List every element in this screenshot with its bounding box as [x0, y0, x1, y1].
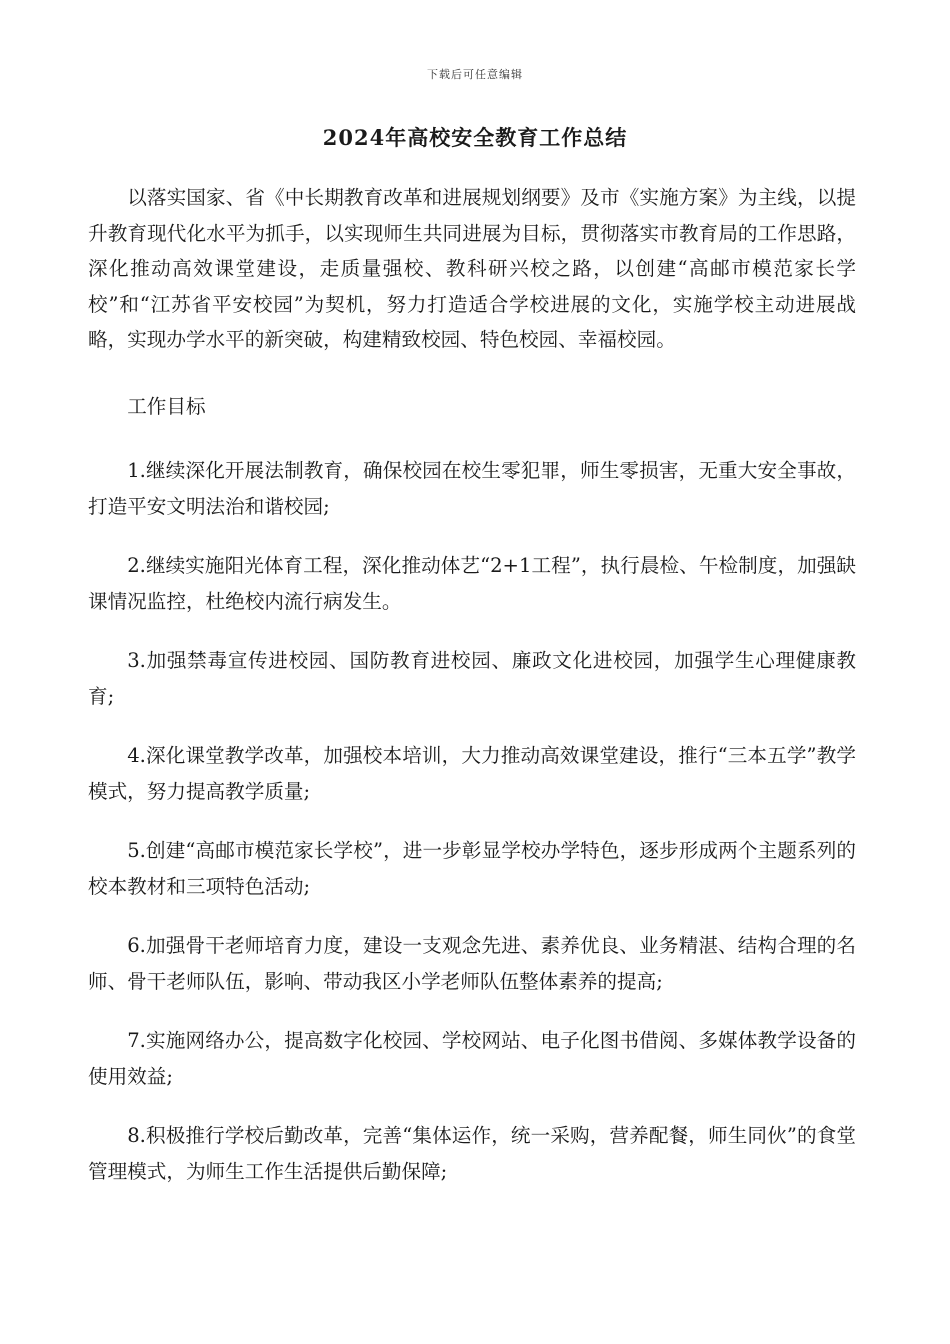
document-title: 2024年高校安全教育工作总结: [322, 125, 628, 150]
goals-heading: 工作目标: [127, 394, 206, 418]
goal-item-1: 1.继续深化开展法制教育，确保校园在校生零犯罪，师生零损害，无重大安全事故，打造平安文明法治和谐校园;: [88, 459, 856, 518]
document-body: [88, 180, 856, 1213]
goal-item-2: 2.继续实施阳光体育工程，深化推动体艺“2+1工程”，执行晨检、午检制度，加强缺课情况监控，杜绝校内流行病发生。: [88, 554, 856, 613]
goal-item-7: 7.实施网络办公，提高数字化校园、学校网站、电子化图书借阅、多媒体教学设备的使用效益;: [88, 1029, 856, 1088]
goal-item-3: 3.加强禁毒宣传进校园、国防教育进校园、廉政文化进校园，加强学生心理健康教育;: [88, 649, 856, 708]
goal-item-4: 4.深化课堂教学改革，加强校本培训，大力推动高效课堂建设，推行“三本五学”教学模式，努力提高教学质量;: [88, 744, 856, 803]
goal-item-6: 6.加强骨干老师培育力度，建设一支观念先进、素养优良、业务精湛、结构合理的名师、骨干老师队伍，影响、带动我区小学老师队伍整体素养的提高;: [88, 934, 856, 993]
header-note: 下载后可任意编辑: [427, 68, 523, 81]
goal-item-5: 5.创建“高邮市模范家长学校”，进一步彰显学校办学特色，逐步形成两个主题系列的校本教材和三项特色活动;: [88, 839, 856, 898]
goal-item-8: 8.积极推行学校后勤改革，完善“集体运作，统一采购，营养配餐，师生同伙”的食堂管理模式，为师生工作生活提供后勤保障;: [88, 1124, 856, 1183]
intro-paragraph: 以落实国家、省《中长期教育改革和进展规划纲要》及市《实施方案》为主线，以提升教育现代化水平为抓手，以实现师生共同进展为目标，贯彻落实市教育局的工作思路，深化推动高效课堂建设，走质量强校、教科研兴校之路，以创建“高邮市模范家长学校”和“江苏省平安校园”为契机，努力打造适合学校进展的文化，实施学校主动进展战略，实现办学水平的新突破，构建精致校园、特色校园、幸福校园。: [88, 186, 856, 351]
